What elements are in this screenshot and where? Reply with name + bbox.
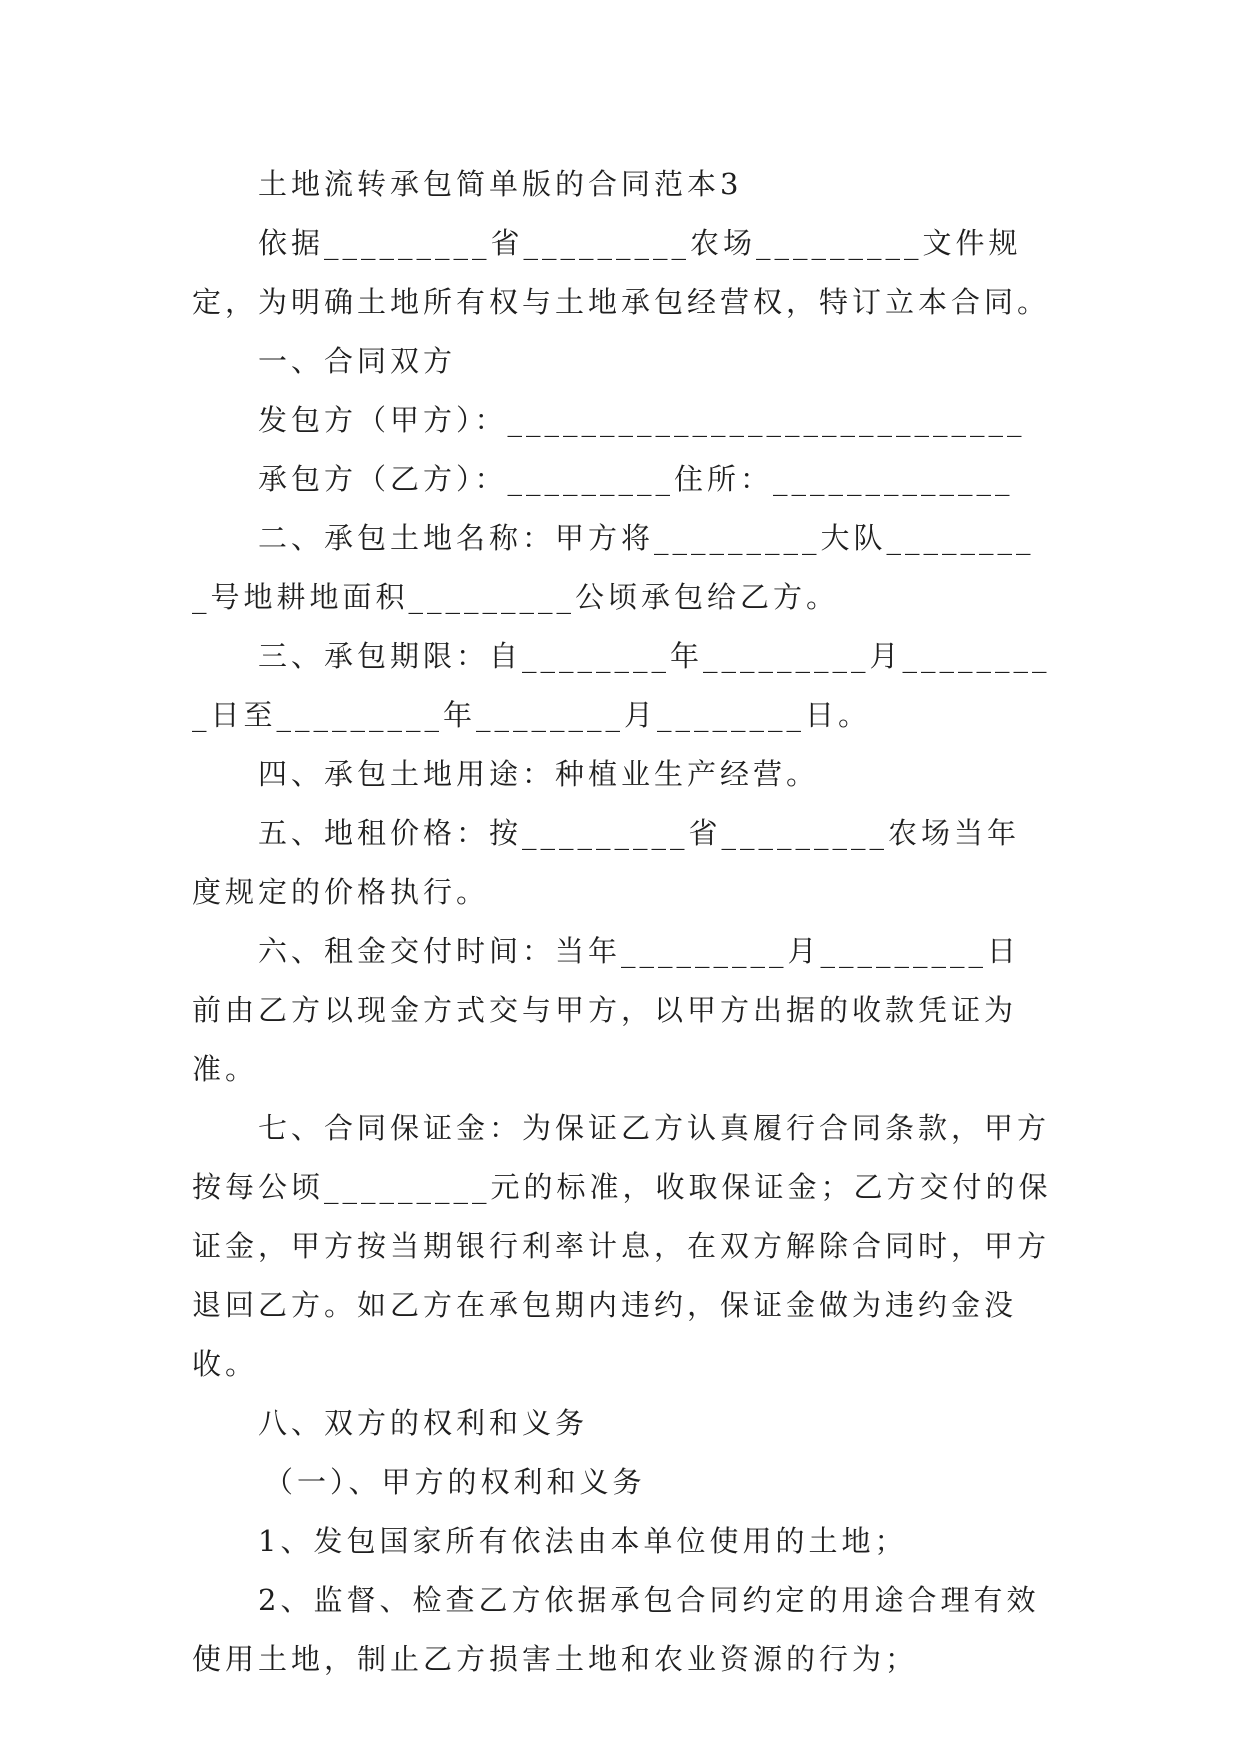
document-body [192, 155, 1052, 1689]
list-item: 2、监督、检查乙方依据承包合同约定的用途合理有效使用土地，制止乙方损害土地和农业资源的行为； [192, 1583, 1040, 1676]
paragraph-party-b: 承包方（乙方）：_________住所：_____________ [258, 462, 1014, 496]
list-item: 1、发包国家所有依法由本单位使用的土地； [258, 1524, 908, 1558]
paragraph-party-a: 发包方（甲方）：____________________________ [258, 403, 1026, 437]
document-title: 土地流转承包简单版的合同范本3 [258, 167, 743, 201]
paragraph-land-use: 四、承包土地用途：种植业生产经营。 [258, 757, 820, 791]
section-heading-rights: 八、双方的权利和义务 [258, 1406, 589, 1440]
paragraph-basis: 依据_________省_________农场_________文件规定，为明确土地所有权与土地承包经营权，特订立本合同。 [192, 226, 1051, 319]
paragraph-deposit: 七、合同保证金：为保证乙方认真履行合同条款，甲方按每公顷_________元的标准，收取保证金；乙方交付的保证金，甲方按当期银行利率计息，在双方解除合同时，甲方退回乙方。如乙方在承包期内违约，保证金做为违约金没收。 [192, 1111, 1052, 1381]
paragraph-payment-time: 六、租金交付时间：当年_________月_________日前由乙方以现金方式交与甲方，以甲方出据的收款凭证为准。 [192, 934, 1021, 1086]
subsection-heading-party-a: （一）、甲方的权利和义务 [264, 1465, 646, 1499]
paragraph-land-name: 二、承包土地名称：甲方将_________大队_________号地耕地面积_________公顷承包给乙方。 [192, 521, 1035, 614]
section-heading-parties: 一、合同双方 [258, 344, 457, 378]
paragraph-rent-price: 五、地租价格：按_________省_________农场当年度规定的价格执行。 [192, 816, 1021, 909]
paragraph-term: 三、承包期限：自________年_________月_________日至_________年________月________日。 [192, 639, 1051, 732]
